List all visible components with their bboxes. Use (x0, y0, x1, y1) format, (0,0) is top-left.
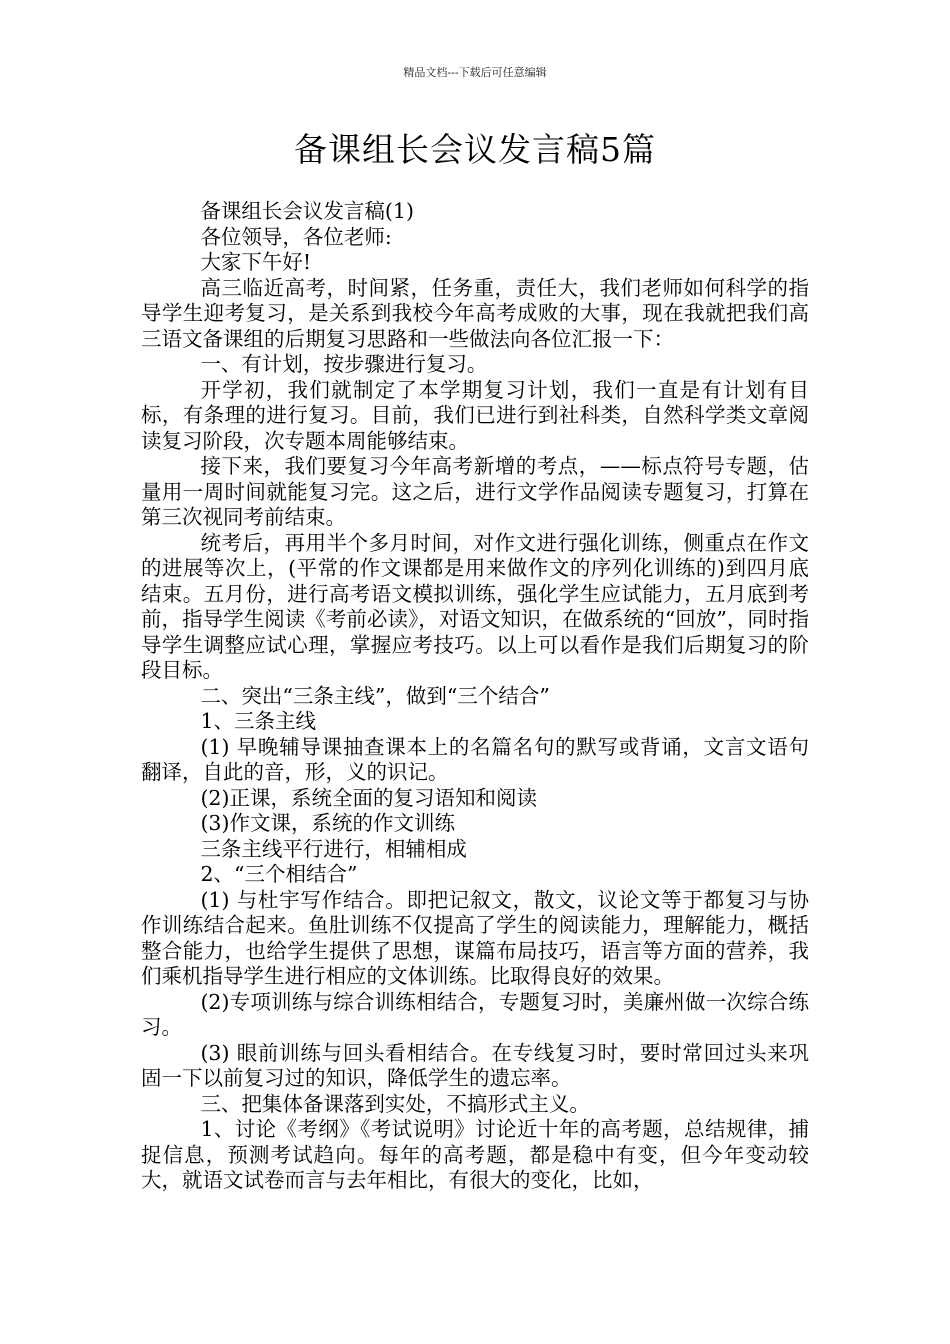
paragraph: 各位领导，各位老师: (200, 224, 392, 249)
page-header-note: 精品文档---下载后可任意编辑 (403, 66, 547, 79)
section-heading: 一、有计划，按步骤进行复习。 (200, 352, 488, 376)
list-item: (2)正课，系统全面的复习语知和阅读 (200, 785, 537, 810)
paragraph: 统考后，再用半个多月时间，对作文进行强化训练，侧重点在作文的进展等次上，(平常的作文课都是用来做作文的序列化训练的)到四月底结束。五月份，进行高考语文模拟训练，强化学生应试能力，五月底到考前，指导学生阅读《考前必读》，对语文知识，在做系统的“回放”，同时指导学生调整应试心理，掌握应考技巧。以上可以看作是我们后期复习的阶段目标。 (141, 530, 809, 682)
list-item: (3)作文课，系统的作文训练 (200, 811, 455, 835)
paragraph: 三条主线平行进行，相辅相成 (200, 836, 467, 861)
document-title: 备课组长会议发言稿5篇 (294, 130, 656, 169)
section-heading: 三、把集体备课落到实处，不搞形式主义。 (200, 1091, 590, 1116)
list-item: (2)专项训练与综合训练相结合，专题复习时，美廉州做一次综合练习。 (141, 989, 809, 1039)
paragraph: 开学初，我们就制定了本学期复习计划，我们一直是有计划有目标，有条理的进行复习。目前，我们已进行到社科类，自然科学类文章阅读复习阶段，次专题本周能够结束。 (141, 377, 809, 453)
section-heading: 二、突出“三条主线”，做到“三个结合” (200, 683, 550, 708)
paragraph: 高三临近高考，时间紧，任务重，责任大，我们老师如何科学的指导学生迎考复习，是关系到我校今年高考成败的大事，现在我就把我们高三语文备课组的后期复习思路和一些做法向各位汇报一下： (141, 275, 809, 351)
paragraph: 备课组长会议发言稿(1) (200, 199, 414, 223)
document-body (141, 199, 809, 1194)
list-item: (1) 早晚辅导课抽查课本上的名篇名句的默写或背诵，文言文语句翻译，自此的音，形，义的识记。 (141, 734, 809, 784)
paragraph: 大家下午好! (200, 250, 312, 274)
list-item: (1) 与杜宇写作结合。即把记叙文，散文，议论文等于都复习与协作训练结合起来。鱼肚训练不仅提高了学生的阅读能力，理解能力，概括整合能力，也给学生提供了思想，谋篇布局技巧，语言等方面的营养，我们乘机指导学生进行相应的文体训练。比取得良好的效果。 (141, 887, 809, 988)
paragraph: 接下来，我们要复习今年高考新增的考点，——标点符号专题，估量用一周时间就能复习完。这之后，进行文学作品阅读专题复习，打算在第三次视同考前结束。 (141, 454, 809, 529)
subsection-heading: 1、三条主线 (200, 709, 316, 733)
paragraph: 1、讨论《考纲》《考试说明》讨论近十年的高考题，总结规律，捕捉信息，预测考试趋向。每年的高考题，都是稳中有变，但今年变动较大，就语文试卷而言与去年相比，有很大的变化，比如， (141, 1117, 809, 1192)
list-item: (3) 眼前训练与回头看相结合。在专线复习时，要时常回过头来巩固一下以前复习过的知识，降低学生的遗忘率。 (141, 1040, 809, 1090)
subsection-heading: 2、“三个相结合” (200, 862, 358, 886)
